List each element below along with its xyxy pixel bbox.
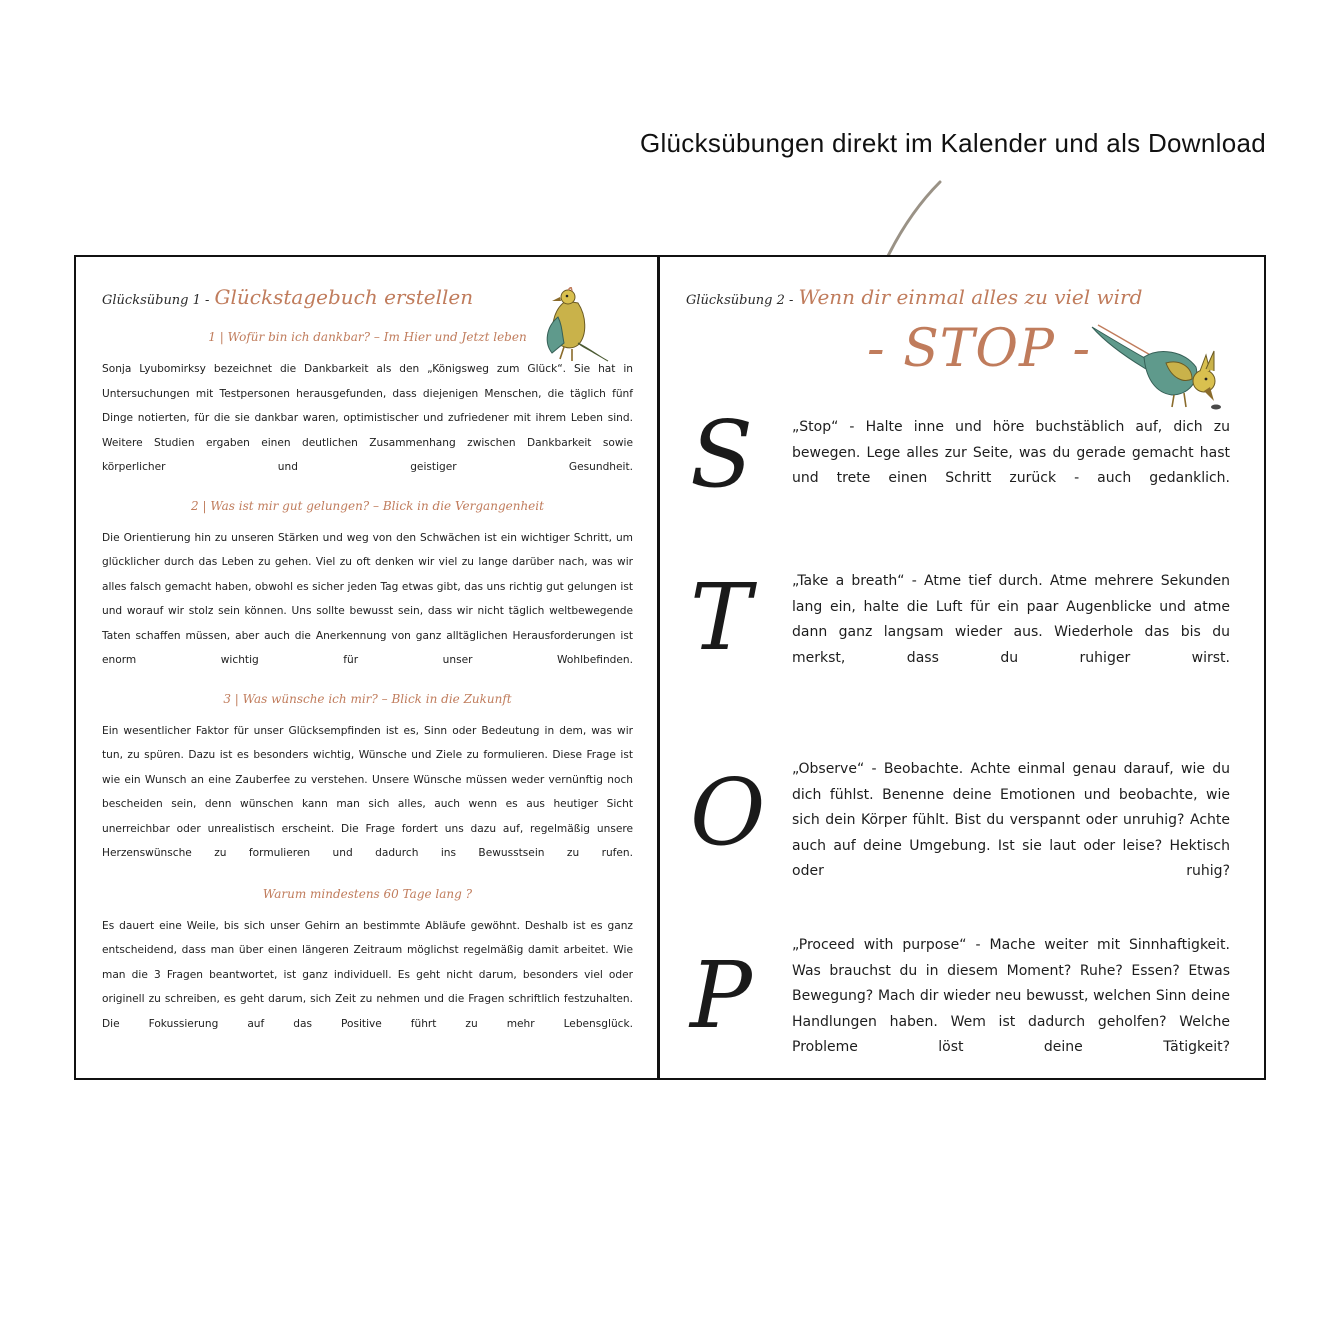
caption: Glücksübungen direkt im Kalender und als Download	[639, 128, 1266, 158]
step-letter-s: S	[690, 401, 754, 508]
exercise-title: Wenn dir einmal alles zu viel wird	[798, 285, 1143, 309]
step-letter-p: P	[690, 942, 752, 1049]
section-text-1: Sonja Lyubomirksy bezeichnet die Dankbarkeit als den „Königsweg zum Glück“. Sie hat in Untersuchungen mit Testpersonen herausgefunden, dass diejenigen Menschen, die täglich fünf Dinge notierten, für die sie dankbar waren, optimistischer und zufriedener mit ihrem Leben sind. Weitere Studien ergaben einen deutlichen Zusammenhang zwischen Dankbarkeit sowie körperlicher und geistiger Gesundheit.	[102, 363, 633, 473]
step-text-p: „Proceed with purpose“ - Mache weiter mit Sinnhaftigkeit. Was brauchst du in diesem Moment? Ruhe? Essen? Etwas Bewegung? Mach dir wieder neu bewusst, welchen Sinn deine Handlungen haben. Wem ist dadurch geholfen? Welche Probleme löst deine Tätigkeit?	[792, 937, 1230, 1055]
exercise-label: Glücksübung 1 -	[102, 293, 210, 308]
section-heading-2: 2 | Was ist mir gut gelungen? – Blick in die Vergangenheit	[191, 498, 544, 513]
right-page	[660, 257, 1264, 1078]
step-text-t: „Take a breath“ - Atme tief durch. Atme mehrere Sekunden lang ein, halte die Luft für ein paar Augenblicke und atme dann ganz langsam wieder aus. Wiederhole das bis du merkst, dass du ruhiger wirst.	[792, 573, 1230, 666]
section-text-3: Ein wesentlicher Faktor für unser Glücksempfinden ist es, Sinn oder Bedeutung in dem, was wir tun, zu spüren. Dazu ist es besonders wichtig, Wünsche und Ziele zu formulieren. Diese Frage ist wie ein Wunsch an eine Zauberfee zu verstehen. Unsere Wünsche müssen weder vernünftig noch bescheiden sein, denn wünschen kann man sich alles, auch wenn es aus heutiger Sicht unerreichbar oder unrealistisch erscheint. Die Frage fordert uns dazu auf, regelmäßig unsere Herzenswünsche zu formulieren und dadurch ins Bewusstsein zu rufen.	[102, 724, 633, 859]
section-heading-3: 3 | Was wünsche ich mir? – Blick in die Zukunft	[223, 691, 512, 706]
section-heading-4: Warum mindestens 60 Tage lang ?	[262, 886, 473, 901]
exercise-heading	[686, 285, 1142, 309]
exercise-title: Glückstagebuch erstellen	[214, 285, 474, 309]
section-heading-1: 1 | Wofür bin ich dankbar? – Im Hier und Jetzt leben	[208, 330, 527, 344]
book-spread	[74, 255, 1266, 1080]
pointer-line	[870, 178, 960, 260]
pecking-bird-illustration	[1088, 321, 1226, 413]
step-text-s: „Stop“ - Halte inne und höre buchstäblich auf, dich zu bewegen. Lege alles zur Seite, was du gerade gemacht hast und trete einen Schritt zurück - auch gedanklich.	[792, 419, 1230, 486]
bird-illustration	[538, 287, 610, 365]
exercise-label: Glücksübung 2 -	[686, 293, 794, 308]
step-letter-o: O	[690, 759, 766, 866]
stop-title: - STOP -	[867, 319, 1092, 379]
left-page	[76, 257, 657, 1078]
section-text-4: Es dauert eine Weile, bis sich unser Gehirn an bestimmte Abläufe gewöhnt. Deshalb ist es ganz entscheidend, dass man über einen längeren Zeitraum möglichst regelmäßig damit arbeitet. Wie man die 3 Fragen beantwortet, ist ganz individuell. Es geht nicht darum, besonders viel oder originell zu schreiben, es geht darum, sich Zeit zu nehmen und die Fragen schriftlich festzuhalten. Die Fokussierung auf das Positive führt zu mehr Lebensglück.	[102, 919, 633, 1030]
step-text-o: „Observe“ - Beobachte. Achte einmal genau darauf, wie du dich fühlst. Benenne deine Emotionen und beobachte, wie sich dein Körper fühlt. Bist du verspannt oder unruhig? Achte auch auf deine Umgebung. Ist sie laut oder leise? Hektisch oder ruhig?	[792, 761, 1230, 879]
section-text-2: Die Orientierung hin zu unseren Stärken und weg von den Schwächen ist ein wichtiger Schritt, um glücklicher durch das Leben zu gehen. Viel zu oft denken wir viel zu lange darüber nach, was wir alles falsch gemacht haben, obwohl es sicher jeden Tag etwas gibt, das uns richtig gut gelungen ist und worauf wir stolz sein können. Uns sollte bewusst sein, dass wir nicht täglich weltbewegende Taten schaffen müssen, aber auch die Anerkennung von ganz alltäglichen Herausforderungen ist enorm wichtig für unser Wohlbefinden.	[102, 531, 633, 666]
step-letter-t: T	[690, 564, 752, 671]
